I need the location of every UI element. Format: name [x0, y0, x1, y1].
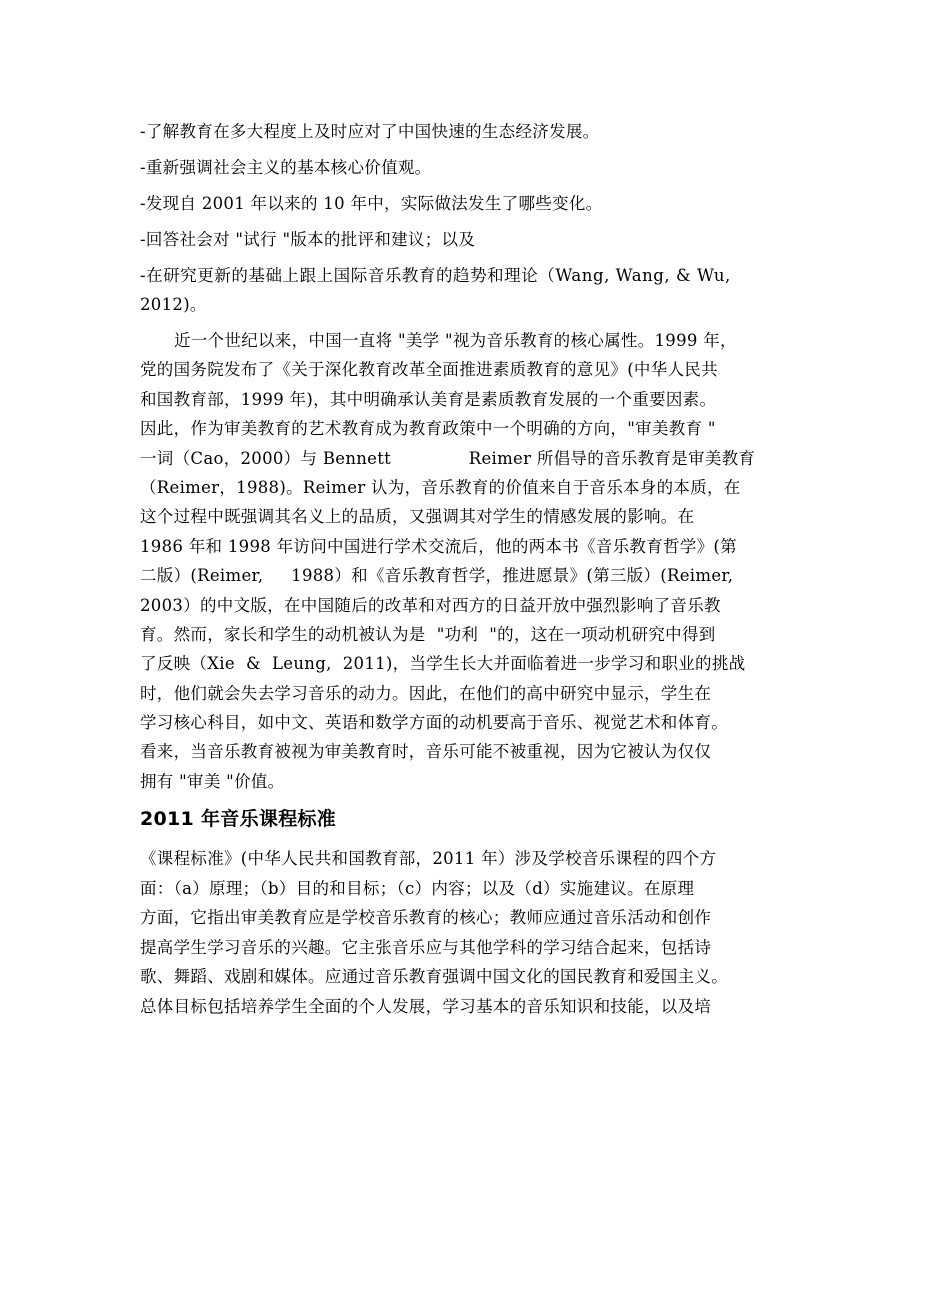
paragraph-line: 1986 年和 1998 年访问中国进行学术交流后，他的两本书《音乐教育哲学》(第: [140, 536, 737, 556]
paragraph-line: 拥有 "审美 "价值。: [140, 771, 285, 791]
paragraph-line: 因此，作为审美教育的艺术教育成为教育政策中一个明确的方向，"审美教育 ": [140, 419, 716, 439]
bullet-item: -了解教育在多大程度上及时应对了中国快速的生态经济发展。: [140, 122, 600, 141]
paragraph-line: （Reimer，1988)。Reimer 认为，音乐教育的价值来自于音乐本身的本质，在: [140, 477, 741, 497]
paragraph-line: 面：（a）原理；（b）目的和目标；（c）内容；以及（d）实施建议。在原理: [140, 878, 695, 898]
paragraph-line: 看来，当音乐教育被视为审美教育时，音乐可能不被重视，因为它被认为仅仅: [140, 742, 712, 762]
paragraph-line: 这个过程中既强调其名义上的品质，又强调其对学生的情感发展的影响。在: [140, 507, 695, 527]
bullet-list: [140, 117, 790, 319]
paragraph-line: 歌、舞蹈、戏剧和媒体。应通过音乐教育强调中国文化的国民教育和爱国主义。: [140, 967, 728, 987]
paragraph-line: 和国教育部，1999 年)，其中明确承认美育是素质教育发展的一个重要因素。: [140, 389, 717, 409]
paragraph-line: 《课程标准》(中华人民共和国教育部，2011 年）涉及学校音乐课程的四个方: [140, 849, 717, 869]
paragraph-line: 总体目标包括培养学生全面的个人发展，学习基本的音乐知识和技能，以及培: [140, 996, 712, 1016]
paragraph-line: 时，他们就会失去学习音乐的动力。因此，在他们的高中研究中显示，学生在: [140, 683, 712, 703]
bullet-item: -重新强调社会主义的基本核心价值观。: [140, 158, 432, 177]
bullet-item: -发现自 2001 年以来的 10 年中，实际做法发生了哪些变化。: [140, 194, 603, 213]
paragraph-line: 提高学生学习音乐的兴趣。它主张音乐应与其他学科的学习结合起来，包括诗: [140, 937, 712, 957]
paragraph-line: 近一个世纪以来，中国一直将 "美学 "视为音乐教育的核心属性。1999 年，: [174, 331, 737, 350]
paragraph-line: 二版）(Reimer, 1988）和《音乐教育哲学，推进愿景》(第三版）(Reimer,: [140, 566, 734, 586]
section-heading: 2011 年音乐课程标准: [140, 808, 337, 831]
body-paragraph-aesthetics: [140, 326, 790, 796]
paragraph-line: 党的国务院发布了《关于深化教育改革全面推进素质教育的意见》(中华人民共: [140, 360, 718, 380]
document-page: [140, 117, 790, 1021]
paragraph-line: 方面，它指出审美教育应是学校音乐教育的核心；教师应通过音乐活动和创作: [140, 908, 712, 928]
bullet-item: -回答社会对 "试行 "版本的批评和建议；以及: [140, 230, 476, 249]
paragraph-line: 2003）的中文版，在中国随后的改革和对西方的日益开放中强烈影响了音乐教: [140, 595, 721, 615]
paragraph-line: 育。然而，家长和学生的动机被认为是 "功利 "的，这在一项动机研究中得到: [140, 624, 716, 644]
paragraph-line: 一词（Cao，2000）与 Bennett Reimer 所倡导的音乐教育是审美教育: [140, 448, 756, 468]
paragraph-line: 了反映（Xie & Leung, 2011)，当学生长大并面临着进一步学习和职业的挑战: [140, 654, 746, 674]
body-paragraph-curriculum-standard: [140, 844, 790, 1021]
bullet-item: -在研究更新的基础上跟上国际音乐教育的趋势和理论（Wang, Wang, & Wu,: [140, 266, 731, 285]
paragraph-line: 学习核心科目，如中文、英语和数学方面的动机要高于音乐、视觉艺术和体育。: [140, 713, 728, 733]
bullet-item-continuation: 2012)。: [140, 295, 207, 314]
